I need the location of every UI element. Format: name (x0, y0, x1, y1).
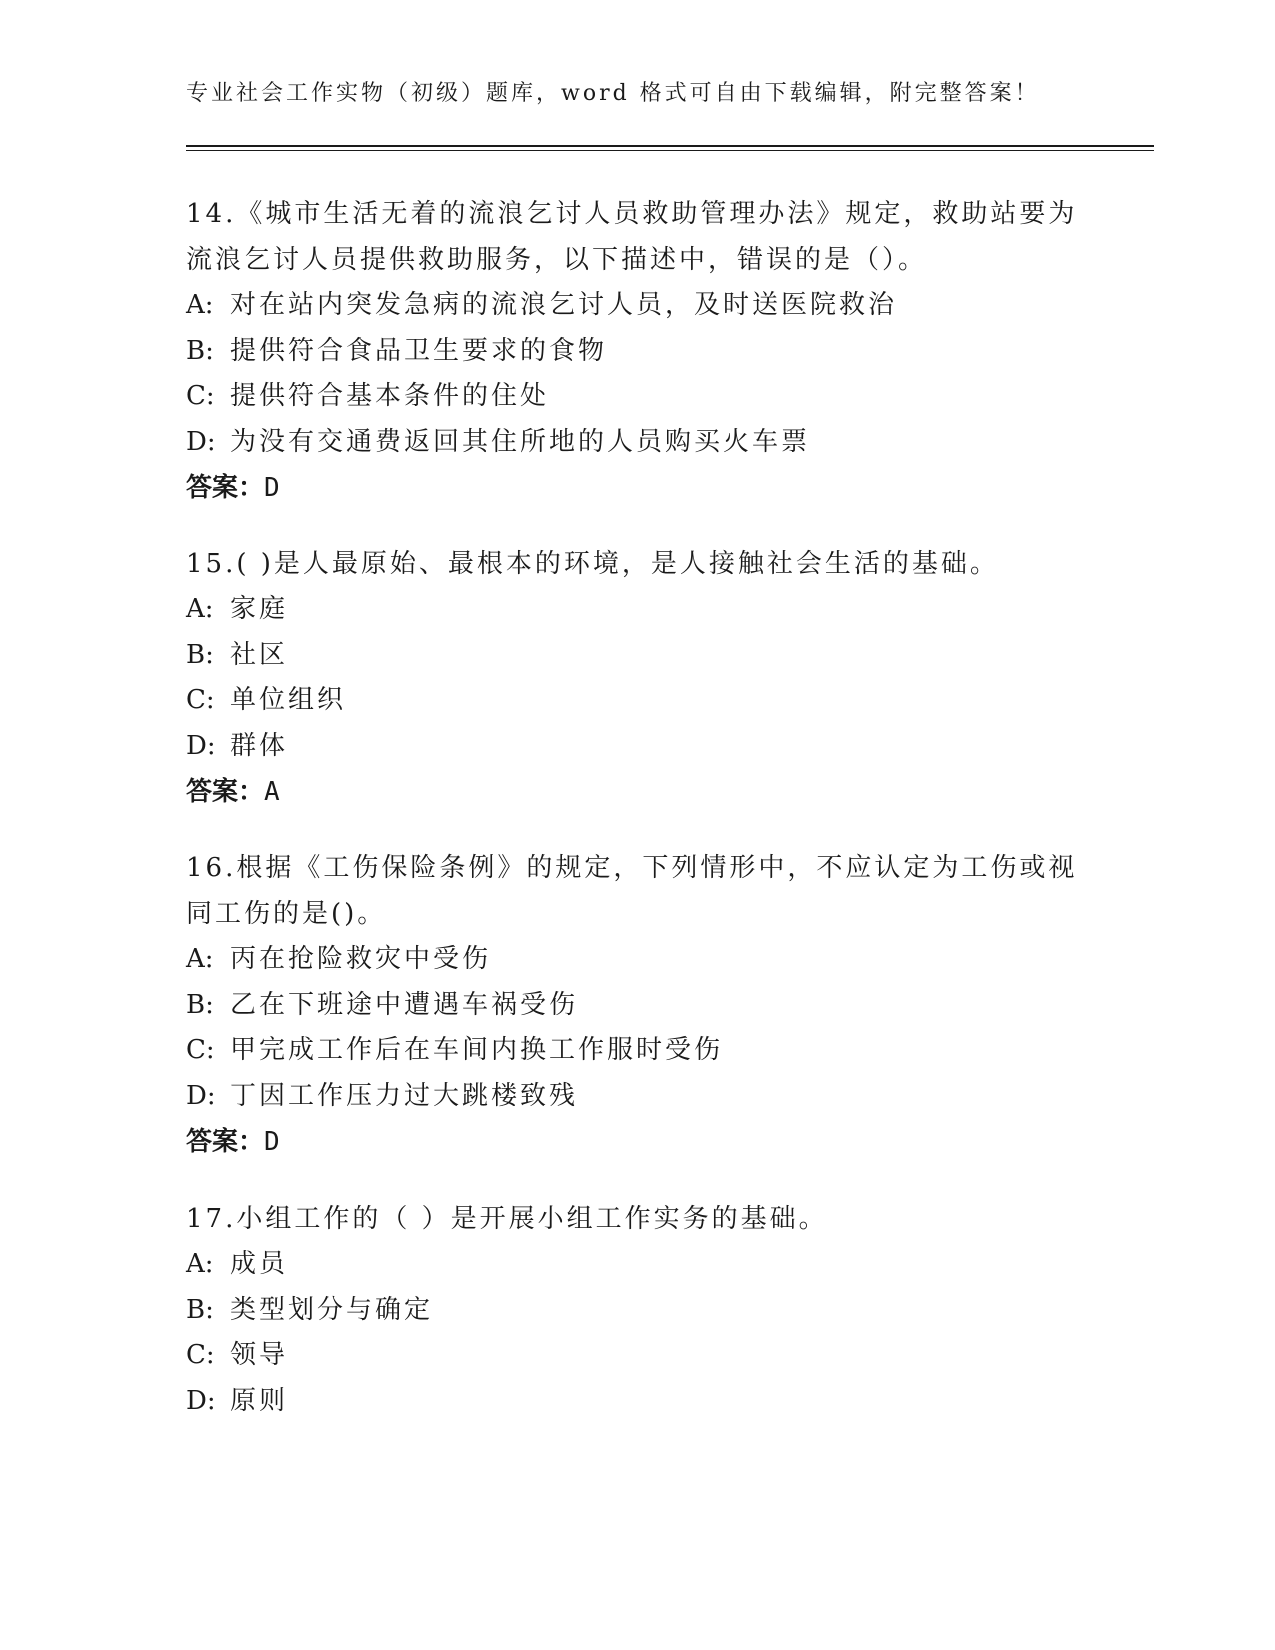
option-a (186, 937, 1086, 983)
option-text: 丁因工作压力过大跳楼致残 (230, 1080, 579, 1111)
answer-label: 答案： (186, 1127, 265, 1157)
option-a (186, 283, 1086, 329)
option-d (186, 1074, 1086, 1120)
answer-value: D (264, 473, 280, 503)
option-letter: A: (186, 944, 214, 974)
option-letter: D: (186, 426, 216, 457)
option-a (186, 1242, 1086, 1288)
option-letter: B: (186, 989, 214, 1020)
header-divider (186, 145, 1154, 151)
option-text: 甲完成工作后在车间内换工作服时受伤 (230, 1035, 724, 1065)
option-text: 提供符合基本条件的住处 (230, 381, 550, 411)
option-text: 家庭 (230, 594, 289, 624)
answer-label: 答案： (186, 777, 265, 807)
answer-line (186, 465, 1086, 511)
option-a (186, 587, 1086, 633)
option-letter: B: (186, 1294, 214, 1325)
option-c (186, 678, 1086, 724)
option-text: 丙在抢险救灾中受伤 (230, 944, 492, 974)
option-letter: A: (186, 594, 214, 624)
question-stem: 15.( )是人最原始、最根本的环境，是人接触社会生活的基础。 (186, 549, 999, 579)
option-text: 群体 (230, 730, 289, 761)
answer-label: 答案： (186, 473, 265, 503)
question-17 (186, 1196, 1086, 1424)
option-d (186, 420, 1086, 466)
option-letter: C: (186, 685, 215, 715)
option-letter: B: (186, 335, 214, 366)
option-letter: B: (186, 639, 214, 670)
option-letter: A: (186, 1249, 214, 1279)
answer-line (186, 769, 1086, 815)
option-b (186, 983, 1086, 1029)
option-text: 领导 (230, 1340, 289, 1370)
option-letter: C: (186, 381, 215, 411)
option-letter: C: (186, 1035, 215, 1065)
option-letter: D: (186, 1080, 216, 1111)
option-b (186, 1288, 1086, 1334)
question-stem: 14.《城市生活无着的流浪乞讨人员救助管理办法》规定，救助站要为流浪乞讨人员提供救助服务，以下描述中，错误的是（）。 (186, 199, 1078, 275)
option-text: 成员 (230, 1249, 289, 1279)
option-letter: D: (186, 730, 216, 761)
question-15 (186, 541, 1086, 815)
question-stem: 17.小组工作的（ ）是开展小组工作实务的基础。 (186, 1204, 828, 1234)
option-c (186, 1333, 1086, 1379)
option-text: 乙在下班途中遭遇车祸受伤 (230, 989, 579, 1020)
option-c (186, 374, 1086, 420)
option-letter: A: (186, 290, 214, 320)
option-text: 为没有交通费返回其住所地的人员购买火车票 (230, 426, 811, 457)
option-text: 提供符合食品卫生要求的食物 (230, 335, 608, 366)
option-text: 社区 (230, 639, 289, 670)
question-stem: 16.根据《工伤保险条例》的规定，下列情形中，不应认定为工伤或视同工伤的是()。 (186, 853, 1078, 929)
option-d (186, 724, 1086, 770)
page-header: 专业社会工作实物（初级）题库，word 格式可自由下载编辑，附完整答案！ (186, 81, 1040, 106)
answer-line (186, 1119, 1086, 1165)
option-text: 单位组织 (230, 685, 347, 715)
option-text: 对在站内突发急病的流浪乞讨人员，及时送医院救治 (230, 290, 898, 320)
option-letter: C: (186, 1340, 215, 1370)
option-letter: D: (186, 1385, 216, 1416)
question-16 (186, 845, 1086, 1165)
option-c (186, 1028, 1086, 1074)
answer-value: D (264, 1127, 280, 1157)
option-b (186, 633, 1086, 679)
answer-value: A (264, 777, 280, 807)
option-d (186, 1379, 1086, 1425)
option-text: 原则 (230, 1385, 289, 1416)
question-14 (186, 191, 1086, 511)
option-b (186, 329, 1086, 375)
option-text: 类型划分与确定 (230, 1294, 434, 1325)
